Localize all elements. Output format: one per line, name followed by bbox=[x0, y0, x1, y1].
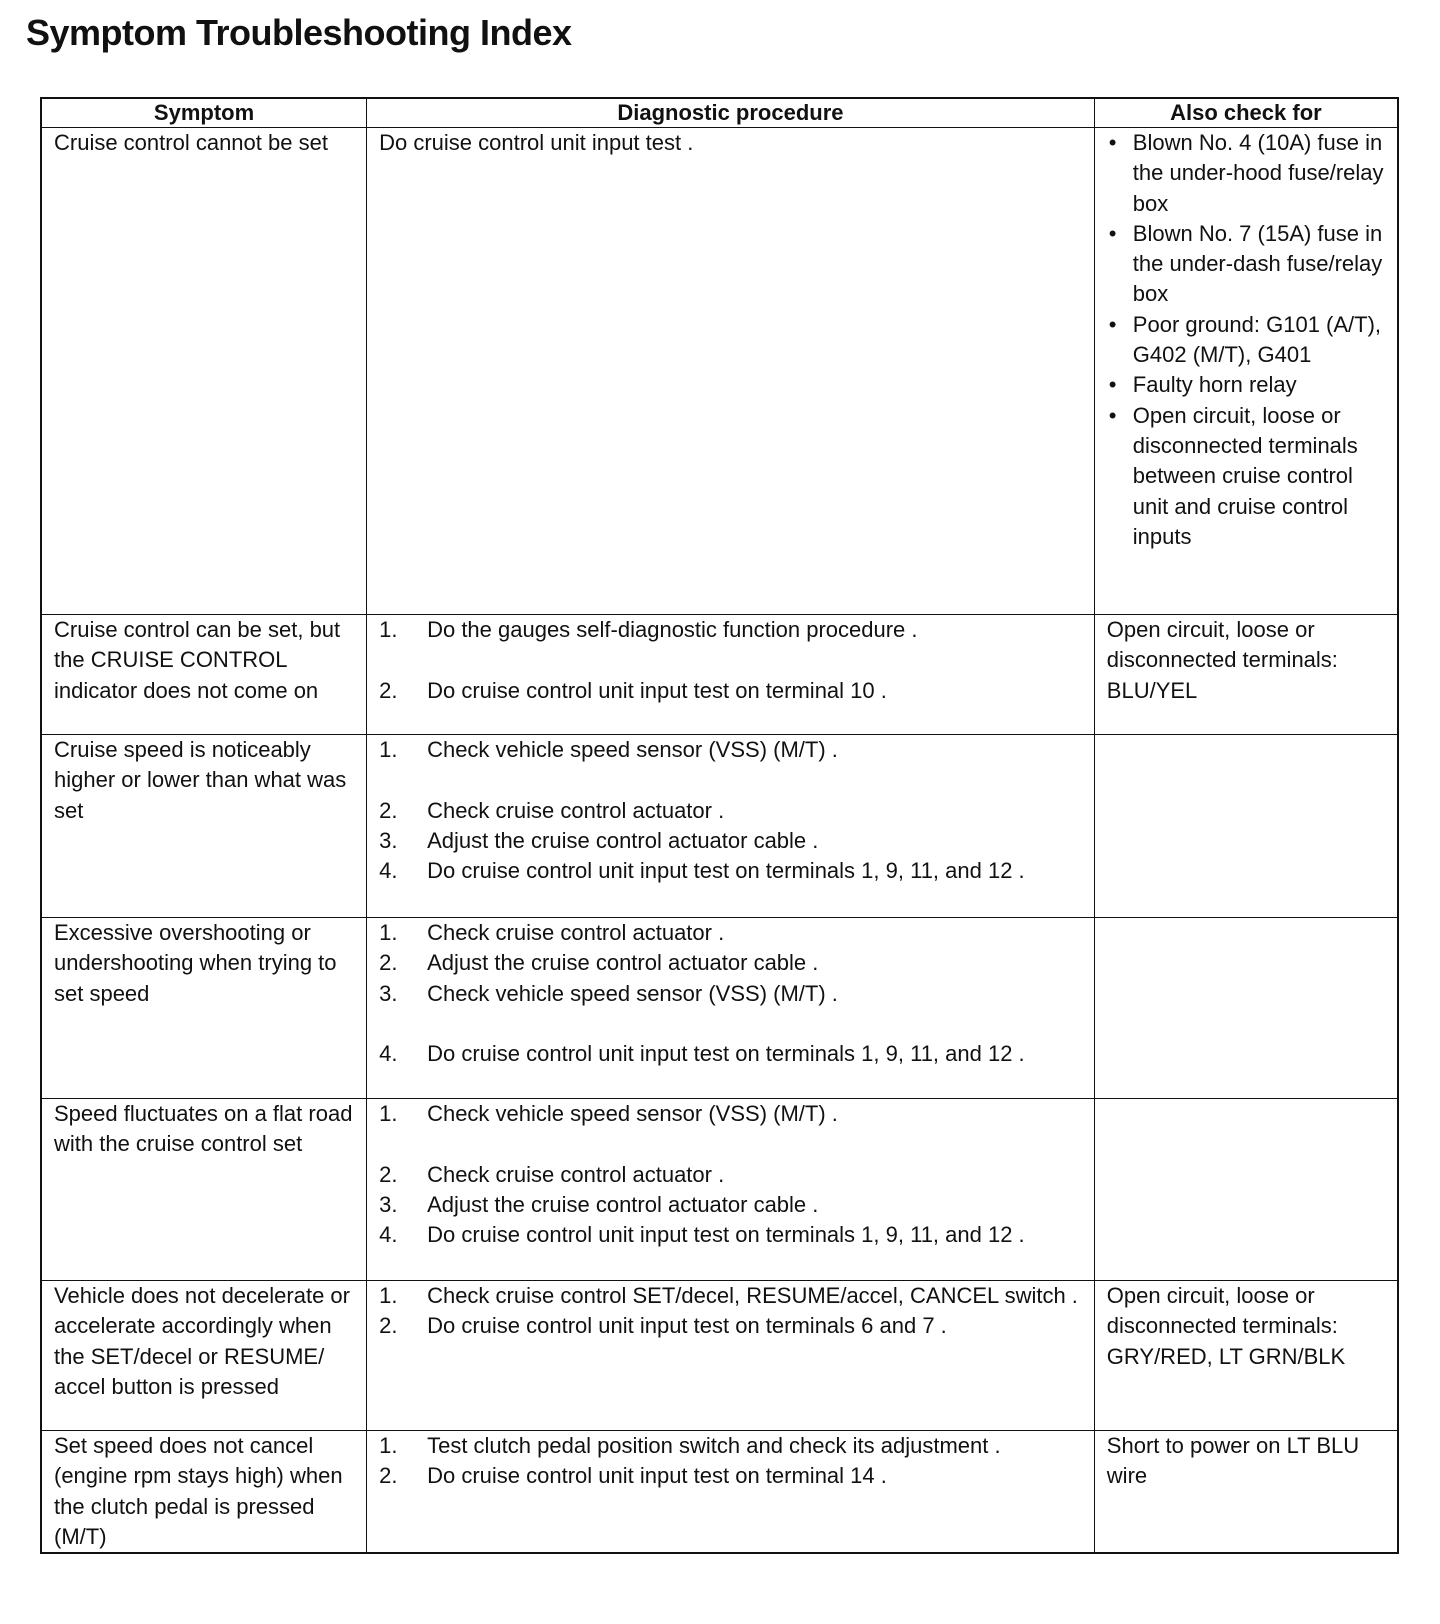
header-diagnostic-procedure: Diagnostic procedure bbox=[367, 98, 1095, 128]
step-number: 4. bbox=[379, 1041, 398, 1067]
step-text: Do cruise control unit input test on terminals 1, 9, 11, and 12 . bbox=[427, 1222, 1025, 1248]
step-number: 1. bbox=[379, 617, 398, 642]
also-check-text: Open circuit, loose or disconnected terminals between cruise control unit and cruise control inputs bbox=[1132, 402, 1358, 549]
step-number: 2. bbox=[379, 1161, 398, 1187]
step-number: 2. bbox=[379, 1463, 398, 1489]
also-check-item bbox=[1109, 310, 1387, 371]
procedure-step bbox=[379, 1311, 1084, 1341]
procedure-steps bbox=[379, 1431, 1084, 1492]
procedure-steps bbox=[379, 615, 1084, 706]
bullet-icon: • bbox=[1108, 130, 1117, 155]
step-text: Check vehicle speed sensor (VSS) (M/T) . bbox=[427, 1101, 838, 1126]
also-check-text: Faulty horn relay bbox=[1132, 372, 1297, 398]
step-text: Do cruise control unit input test on terminals 6 and 7 . bbox=[427, 1313, 947, 1339]
also-check-for-cell bbox=[1094, 918, 1398, 1099]
step-number: 1. bbox=[379, 737, 398, 762]
step-text: Do cruise control unit input test on terminals 1, 9, 11, and 12 . bbox=[427, 1041, 1025, 1067]
procedure-step bbox=[379, 1431, 1084, 1461]
step-number: 3. bbox=[379, 980, 398, 1006]
symptom-cell: Cruise control cannot be set bbox=[41, 128, 367, 615]
diagnostic-procedure-cell bbox=[367, 735, 1095, 918]
step-number: 1. bbox=[379, 1101, 398, 1126]
table-row bbox=[41, 615, 1398, 735]
step-number: 4. bbox=[379, 858, 398, 884]
bullet-icon: • bbox=[1108, 402, 1117, 428]
step-number: 1. bbox=[379, 1283, 398, 1308]
header-symptom: Symptom bbox=[41, 98, 367, 128]
also-check-for-cell: Short to power on LT BLU wire bbox=[1094, 1431, 1398, 1554]
procedure-step bbox=[379, 918, 1084, 948]
diagnostic-procedure-cell bbox=[367, 1281, 1095, 1431]
procedure-step bbox=[379, 1461, 1084, 1491]
bullet-icon: • bbox=[1108, 311, 1117, 337]
step-text: Check vehicle speed sensor (VSS) (M/T) . bbox=[427, 737, 838, 762]
also-check-for-cell: Open circuit, loose or disconnected terminals: GRY/RED, LT GRN/BLK bbox=[1094, 1281, 1398, 1431]
also-check-for-cell bbox=[1094, 1099, 1398, 1281]
also-check-item bbox=[1109, 370, 1387, 400]
symptom-cell: Cruise control can be set, but the CRUISE CONTROL indicator does not come on bbox=[41, 615, 367, 735]
step-number: 2. bbox=[379, 797, 398, 823]
step-text: Test clutch pedal position switch and check its adjustment . bbox=[427, 1433, 1001, 1458]
procedure-steps bbox=[379, 1099, 1084, 1250]
diagnostic-procedure-cell: Do cruise control unit input test . bbox=[367, 128, 1095, 615]
step-number: 2. bbox=[379, 1313, 398, 1339]
also-check-for-cell bbox=[1094, 128, 1398, 615]
table-row bbox=[41, 735, 1398, 918]
procedure-step bbox=[379, 796, 1084, 826]
procedure-step bbox=[379, 1220, 1084, 1250]
step-text: Do cruise control unit input test on terminal 10 . bbox=[427, 677, 887, 703]
table-row bbox=[41, 918, 1398, 1099]
diagnostic-procedure-cell bbox=[367, 1099, 1095, 1281]
procedure-step bbox=[379, 1190, 1084, 1220]
step-text: Check vehicle speed sensor (VSS) (M/T) . bbox=[427, 980, 838, 1006]
step-text: Do cruise control unit input test on terminals 1, 9, 11, and 12 . bbox=[427, 858, 1025, 884]
procedure-step bbox=[379, 735, 1084, 765]
symptom-cell: Speed fluctuates on a flat road with the cruise control set bbox=[41, 1099, 367, 1281]
symptom-cell: Cruise speed is noticeably higher or lower than what was set bbox=[41, 735, 367, 918]
procedure-steps bbox=[379, 735, 1084, 886]
procedure-step bbox=[379, 826, 1084, 856]
step-text: Check cruise control SET/decel, RESUME/accel, CANCEL switch . bbox=[427, 1283, 1078, 1308]
header-also-check-for: Also check for bbox=[1094, 98, 1398, 128]
diagnostic-procedure-cell bbox=[367, 918, 1095, 1099]
step-number: 2. bbox=[379, 950, 398, 976]
table-header-row bbox=[41, 98, 1398, 128]
also-check-for-cell: Open circuit, loose or disconnected terminals: BLU/YEL bbox=[1094, 615, 1398, 735]
table-row bbox=[41, 1099, 1398, 1281]
step-text: Check cruise control actuator . bbox=[427, 797, 725, 823]
procedure-step bbox=[379, 1039, 1084, 1069]
step-number: 1. bbox=[379, 1433, 398, 1458]
procedure-step bbox=[379, 615, 1084, 645]
also-check-text: Blown No. 7 (15A) fuse in the under-dash fuse/relay box bbox=[1132, 220, 1383, 307]
procedure-step bbox=[379, 1160, 1084, 1190]
procedure-step bbox=[379, 1099, 1084, 1129]
procedure-steps bbox=[379, 918, 1084, 1069]
step-number: 4. bbox=[379, 1222, 398, 1248]
diagnostic-procedure-cell bbox=[367, 615, 1095, 735]
step-number: 3. bbox=[379, 827, 398, 853]
step-number: 1. bbox=[379, 920, 398, 945]
symptom-table bbox=[40, 97, 1399, 1554]
bullet-icon: • bbox=[1108, 220, 1117, 246]
step-text: Adjust the cruise control actuator cable . bbox=[427, 1191, 819, 1217]
procedure-step bbox=[379, 676, 1084, 706]
procedure-step bbox=[379, 979, 1084, 1009]
procedure-step bbox=[379, 856, 1084, 886]
also-check-item bbox=[1109, 401, 1387, 552]
procedure-step bbox=[379, 1281, 1084, 1311]
step-text: Do the gauges self-diagnostic function procedure . bbox=[427, 617, 918, 642]
also-check-item bbox=[1109, 219, 1387, 310]
page-title: Symptom Troubleshooting Index bbox=[26, 12, 572, 53]
step-number: 2. bbox=[379, 677, 398, 703]
step-text: Do cruise control unit input test on terminal 14 . bbox=[427, 1463, 887, 1489]
also-check-text: Poor ground: G101 (A/T), G402 (M/T), G401 bbox=[1132, 311, 1382, 368]
table-row bbox=[41, 128, 1398, 615]
also-check-text: Blown No. 4 (10A) fuse in the under-hood fuse/relay box bbox=[1132, 130, 1384, 216]
step-text: Check cruise control actuator . bbox=[427, 1161, 725, 1187]
also-check-for-cell bbox=[1094, 735, 1398, 918]
step-number: 3. bbox=[379, 1191, 398, 1217]
symptom-cell: Set speed does not cancel (engine rpm stays high) when the clutch pedal is pressed (M/T) bbox=[41, 1431, 367, 1554]
also-check-list bbox=[1109, 128, 1387, 552]
bullet-icon: • bbox=[1108, 372, 1117, 398]
procedure-steps bbox=[379, 1281, 1084, 1342]
diagnostic-procedure-cell bbox=[367, 1431, 1095, 1554]
procedure-step bbox=[379, 948, 1084, 978]
step-text: Adjust the cruise control actuator cable . bbox=[427, 827, 819, 853]
step-text: Check cruise control actuator . bbox=[427, 920, 725, 945]
also-check-item bbox=[1109, 128, 1387, 219]
symptom-cell: Excessive overshooting or undershooting when trying to set speed bbox=[41, 918, 367, 1099]
symptom-cell: Vehicle does not decelerate or accelerate accordingly when the SET/decel or RESUME/ accel button is pressed bbox=[41, 1281, 367, 1431]
table-row bbox=[41, 1281, 1398, 1431]
step-text: Adjust the cruise control actuator cable . bbox=[427, 950, 819, 976]
table-row bbox=[41, 1431, 1398, 1554]
